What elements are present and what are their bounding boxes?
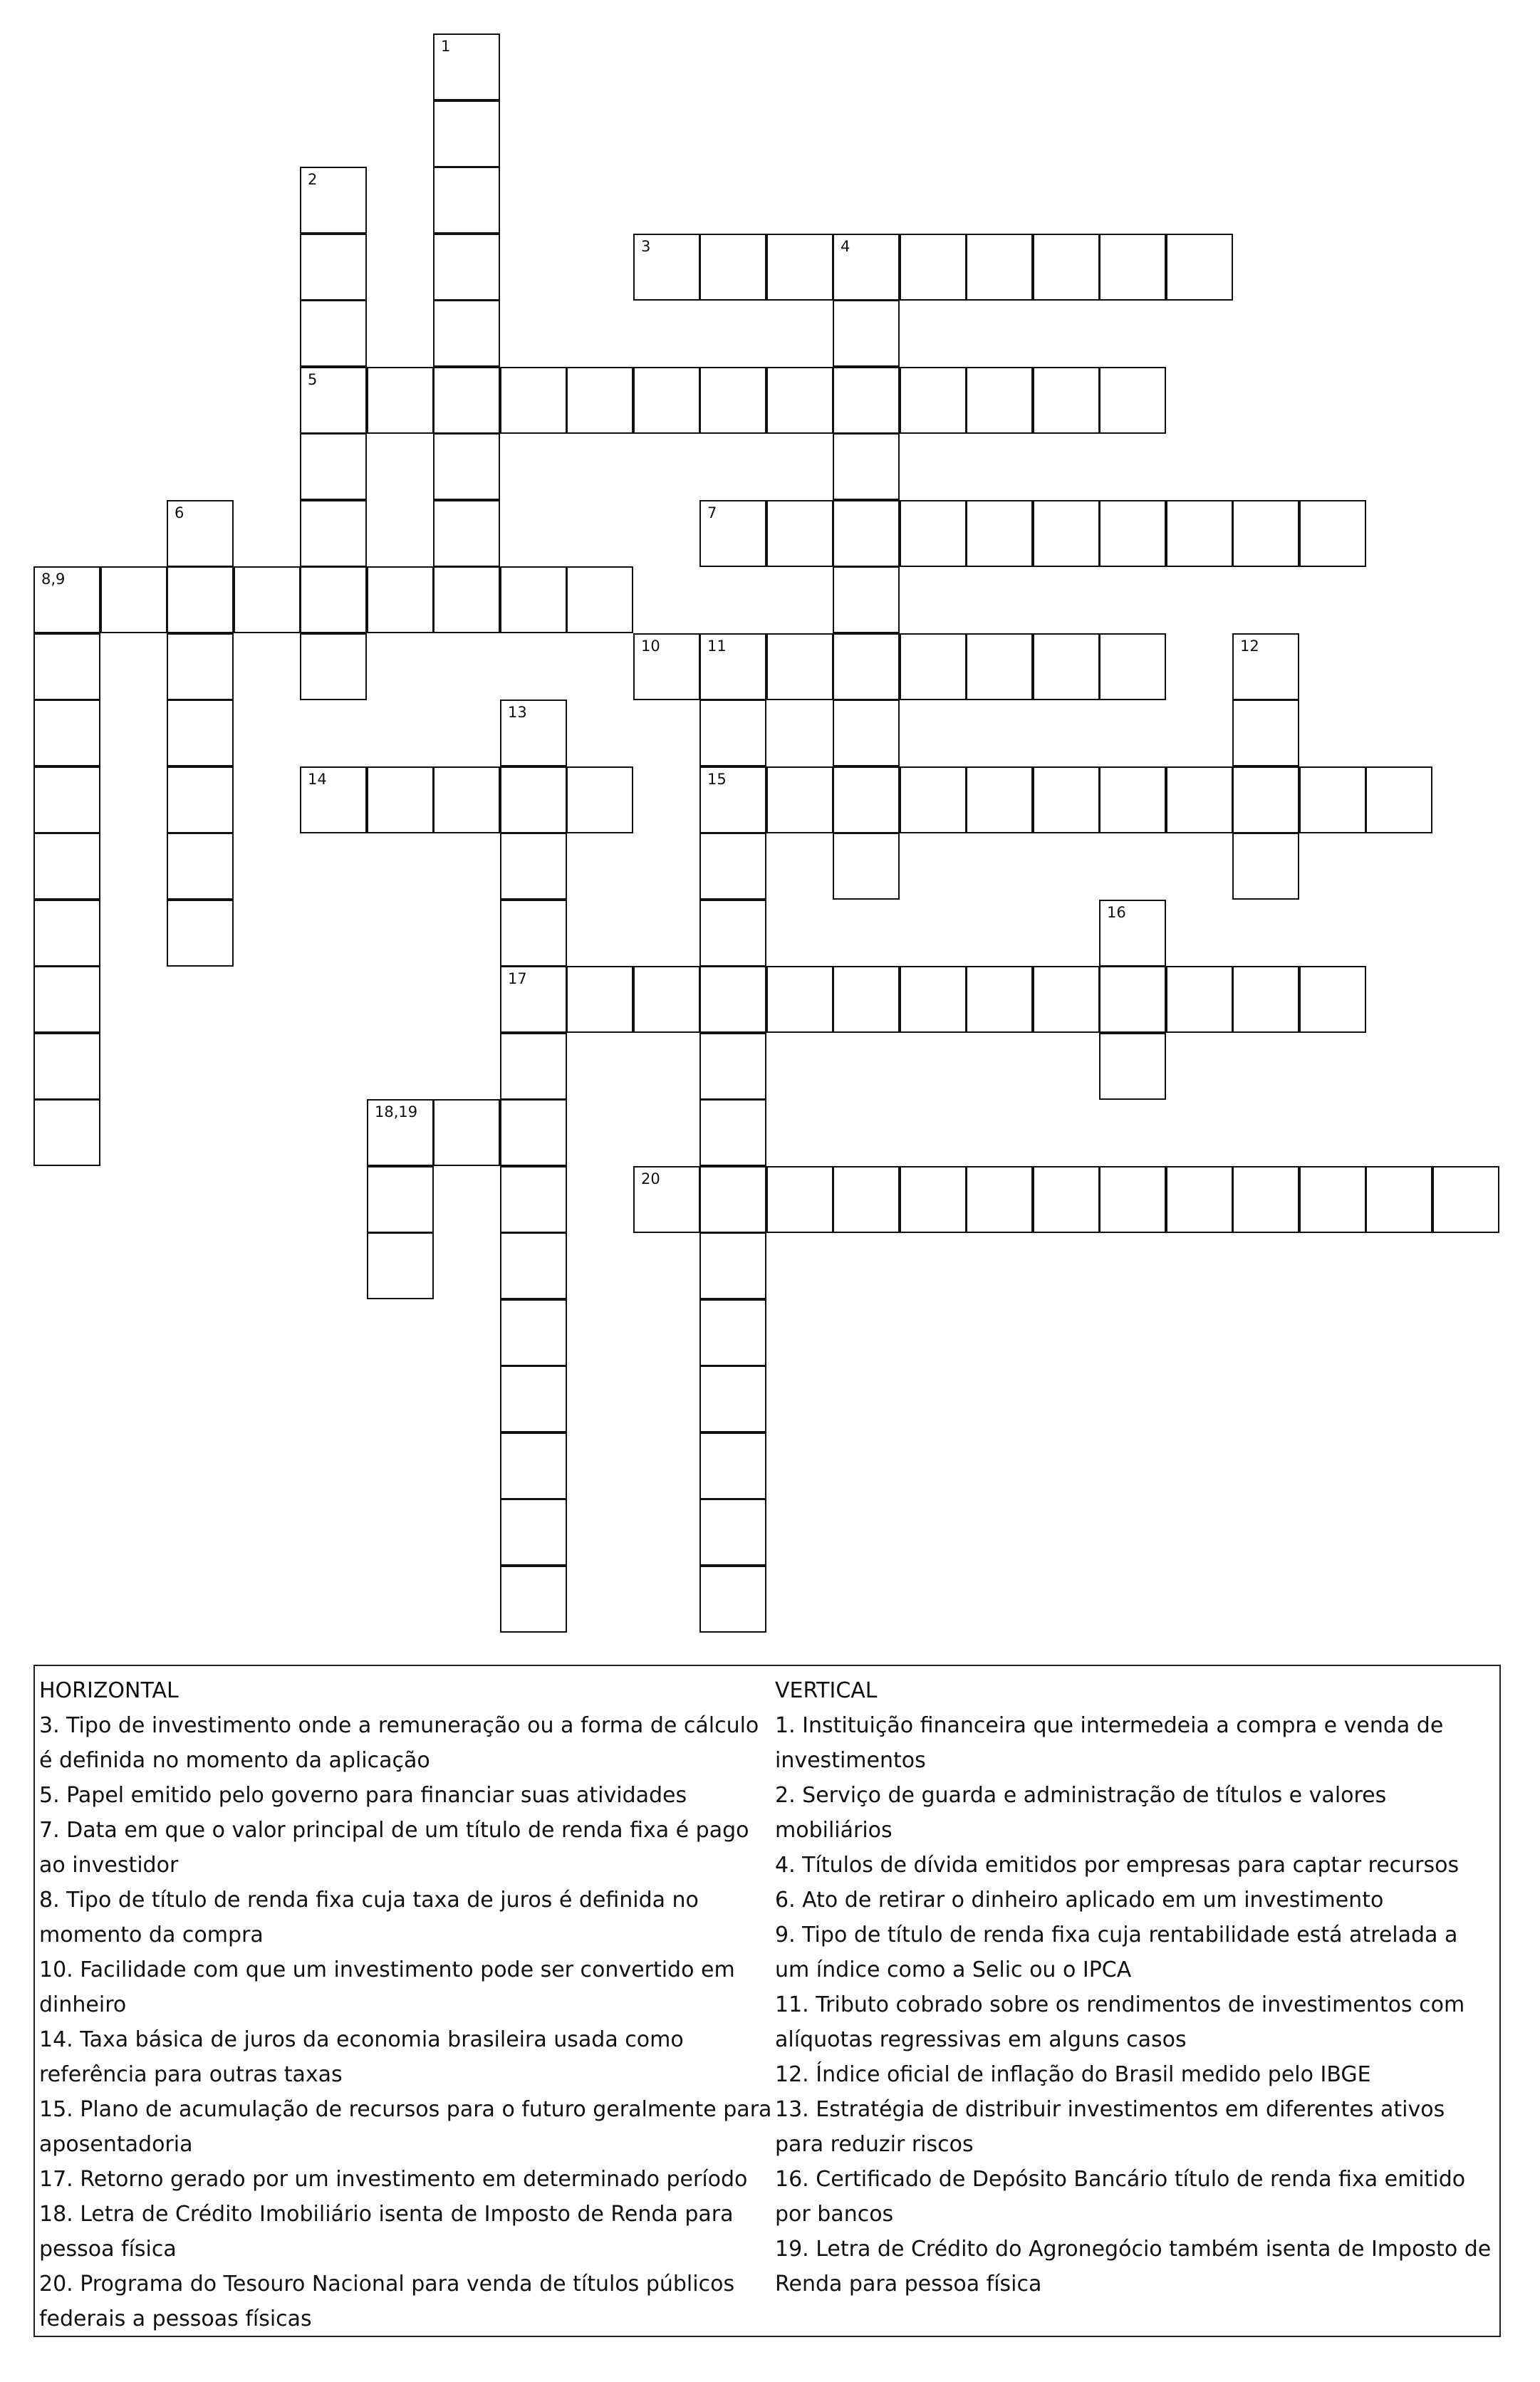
clue-h-20: 20. Programa do Tesouro Nacional para venda de títulos públicos federais a pessoas físicas	[39, 2272, 735, 2331]
grid-cell[interactable]	[433, 766, 500, 833]
grid-cell[interactable]	[367, 766, 434, 833]
grid-cell[interactable]	[900, 500, 967, 567]
clue-v-13: 13. Estratégia de distribuir investimentos em diferentes ativos para reduzir riscos	[775, 2097, 1445, 2157]
grid-cell[interactable]	[1099, 367, 1166, 434]
grid-cell[interactable]	[367, 367, 434, 434]
grid-cell[interactable]	[33, 1099, 100, 1166]
grid-cell[interactable]	[1033, 766, 1100, 833]
grid-cell[interactable]	[766, 966, 833, 1033]
grid-cell[interactable]	[900, 966, 967, 1033]
grid-cell[interactable]	[833, 234, 900, 301]
grid-cell[interactable]	[633, 966, 700, 1033]
grid-cell[interactable]	[1432, 1166, 1499, 1233]
clue-number: 2	[308, 171, 318, 188]
grid-cell[interactable]	[1232, 833, 1299, 900]
clue-number: 14	[308, 771, 327, 788]
grid-cell[interactable]	[699, 900, 766, 967]
clues-box	[33, 1665, 1501, 2337]
grid-cell[interactable]	[766, 367, 833, 434]
grid-cell[interactable]	[167, 900, 234, 967]
clue-h-18: 18. Letra de Crédito Imobiliário isenta de Imposto de Renda para pessoa física	[39, 2202, 734, 2262]
grid-cell[interactable]	[367, 566, 434, 633]
grid-cell[interactable]	[500, 1099, 567, 1166]
grid-cell[interactable]	[1232, 766, 1299, 833]
grid-cell[interactable]	[433, 433, 500, 500]
clue-v-4: 4. Títulos de dívida emitidos por empresas para captar recursos	[775, 1853, 1460, 1878]
grid-cell[interactable]	[167, 833, 234, 900]
grid-cell[interactable]	[367, 1099, 434, 1166]
grid-cell[interactable]	[699, 1232, 766, 1299]
grid-cell[interactable]	[699, 367, 766, 434]
grid-cell[interactable]	[699, 633, 766, 700]
grid-cell[interactable]	[699, 1099, 766, 1166]
grid-cell[interactable]	[566, 367, 633, 434]
grid-cell[interactable]	[966, 766, 1033, 833]
clue-number: 11	[707, 638, 727, 655]
grid-cell[interactable]	[699, 1432, 766, 1499]
grid-cell[interactable]	[1166, 766, 1233, 833]
grid-cell[interactable]	[699, 699, 766, 766]
grid-cell[interactable]	[33, 900, 100, 967]
clue-number: 4	[841, 238, 850, 255]
grid-cell[interactable]	[966, 966, 1033, 1033]
grid-cell[interactable]	[833, 833, 900, 900]
grid-cell[interactable]	[1099, 1033, 1166, 1100]
grid-cell[interactable]	[699, 1566, 766, 1633]
clue-number: 10	[641, 638, 660, 655]
grid-cell[interactable]	[1099, 234, 1166, 301]
clue-h-15: 15. Plano de acumulação de recursos para o futuro geralmente para aposentadoria	[39, 2097, 772, 2157]
grid-cell[interactable]	[500, 966, 567, 1033]
clue-number: 16	[1107, 904, 1126, 921]
grid-cell[interactable]	[300, 566, 367, 633]
grid-cell[interactable]	[167, 766, 234, 833]
grid-cell[interactable]	[433, 167, 500, 234]
grid-cell[interactable]	[1099, 900, 1166, 967]
clue-v-19: 19. Letra de Crédito do Agronegócio também isenta de Imposto de Renda para pessoa física	[775, 2237, 1492, 2297]
grid-cell[interactable]	[699, 766, 766, 833]
clue-number: 5	[308, 371, 318, 388]
grid-cell[interactable]	[1232, 1166, 1299, 1233]
grid-cell[interactable]	[33, 833, 100, 900]
grid-cell[interactable]	[699, 500, 766, 567]
grid-cell[interactable]	[500, 1232, 567, 1299]
grid-cell[interactable]	[500, 566, 567, 633]
grid-cell[interactable]	[633, 1166, 700, 1233]
clue-number: 8,9	[41, 571, 66, 588]
grid-cell[interactable]	[766, 766, 833, 833]
grid-cell[interactable]	[900, 766, 967, 833]
grid-cell[interactable]	[900, 1166, 967, 1233]
grid-cell[interactable]	[167, 699, 234, 766]
grid-cell[interactable]	[833, 966, 900, 1033]
clue-v-1: 1. Instituição financeira que intermedeia a compra e venda de investimentos	[775, 1713, 1444, 1773]
grid-cell[interactable]	[633, 367, 700, 434]
grid-cell[interactable]	[33, 699, 100, 766]
grid-cell[interactable]	[699, 1499, 766, 1566]
vertical-heading: VERTICAL	[775, 1678, 878, 1703]
grid-cell[interactable]	[500, 833, 567, 900]
grid-cell[interactable]	[833, 1166, 900, 1233]
clue-number: 13	[508, 704, 527, 721]
grid-cell[interactable]	[1033, 1166, 1100, 1233]
grid-cell[interactable]	[1299, 500, 1366, 567]
clue-number: 3	[641, 238, 651, 255]
clue-number: 15	[707, 771, 727, 788]
grid-cell[interactable]	[1033, 367, 1100, 434]
grid-cell[interactable]	[1365, 766, 1432, 833]
grid-cell[interactable]	[1232, 699, 1299, 766]
grid-cell[interactable]	[833, 699, 900, 766]
grid-cell[interactable]	[33, 1033, 100, 1100]
grid-cell[interactable]	[699, 1299, 766, 1366]
grid-cell[interactable]	[433, 33, 500, 100]
grid-cell[interactable]	[300, 300, 367, 367]
clue-v-9: 9. Tipo de título de renda fixa cuja rentabilidade está atrelada a um índice como a Selic ou o IPCA	[775, 1923, 1458, 1982]
grid-cell[interactable]	[1099, 633, 1166, 700]
grid-cell[interactable]	[33, 566, 100, 633]
grid-cell[interactable]	[833, 300, 900, 367]
grid-cell[interactable]	[1099, 500, 1166, 567]
grid-cell[interactable]	[1299, 1166, 1366, 1233]
clue-v-12: 12. Índice oficial de inflação do Brasil medido pelo IBGE	[775, 2062, 1371, 2087]
grid-cell[interactable]	[100, 566, 167, 633]
vertical-clues	[775, 1673, 1498, 2302]
grid-cell[interactable]	[633, 234, 700, 301]
grid-cell[interactable]	[1166, 966, 1233, 1033]
grid-cell[interactable]	[1166, 234, 1233, 301]
grid-cell[interactable]	[500, 1499, 567, 1566]
clue-h-10: 10. Facilidade com que um investimento pode ser convertido em dinheiro	[39, 1957, 735, 2017]
grid-cell[interactable]	[500, 367, 567, 434]
grid-cell[interactable]	[1099, 1166, 1166, 1233]
clue-number: 20	[641, 1170, 660, 1187]
grid-cell[interactable]	[833, 766, 900, 833]
grid-cell[interactable]	[234, 566, 301, 633]
grid-cell[interactable]	[433, 300, 500, 367]
horizontal-clues	[39, 1673, 773, 2336]
grid-cell[interactable]	[300, 500, 367, 567]
clue-number: 12	[1240, 638, 1259, 655]
grid-cell[interactable]	[900, 633, 967, 700]
clue-number: 18,19	[375, 1103, 418, 1120]
clue-h-3: 3. Tipo de investimento onde a remuneração ou a forma de cálculo é definida no momento da aplicação	[39, 1713, 759, 1773]
grid-cell[interactable]	[699, 234, 766, 301]
grid-cell[interactable]	[766, 500, 833, 567]
clue-number: 1	[441, 38, 451, 55]
grid-cell[interactable]	[566, 566, 633, 633]
grid-cell[interactable]	[633, 633, 700, 700]
clue-h-17: 17. Retorno gerado por um investimento em determinado período	[39, 2167, 748, 2192]
grid-cell[interactable]	[1099, 766, 1166, 833]
grid-cell[interactable]	[566, 966, 633, 1033]
grid-cell[interactable]	[167, 566, 234, 633]
grid-cell[interactable]	[699, 966, 766, 1033]
grid-cell[interactable]	[699, 833, 766, 900]
grid-cell[interactable]	[33, 966, 100, 1033]
grid-cell[interactable]	[500, 1033, 567, 1100]
clue-number: 6	[175, 504, 184, 521]
clue-h-14: 14. Taxa básica de juros da economia brasileira usada como referência para outras taxas	[39, 2027, 684, 2087]
grid-cell[interactable]	[900, 234, 967, 301]
grid-cell[interactable]	[833, 633, 900, 700]
grid-cell[interactable]	[833, 500, 900, 567]
grid-cell[interactable]	[33, 633, 100, 700]
grid-cell[interactable]	[500, 1432, 567, 1499]
grid-cell[interactable]	[500, 1299, 567, 1366]
grid-cell[interactable]	[699, 1166, 766, 1233]
grid-cell[interactable]	[433, 367, 500, 434]
grid-cell[interactable]	[1033, 966, 1100, 1033]
grid-cell[interactable]	[900, 367, 967, 434]
grid-cell[interactable]	[500, 1166, 567, 1233]
grid-cell[interactable]	[300, 367, 367, 434]
grid-cell[interactable]	[966, 500, 1033, 567]
grid-cell[interactable]	[433, 234, 500, 301]
grid-cell[interactable]	[1033, 633, 1100, 700]
grid-cell[interactable]	[500, 699, 567, 766]
grid-cell[interactable]	[1232, 966, 1299, 1033]
horizontal-heading: HORIZONTAL	[39, 1678, 179, 1703]
grid-cell[interactable]	[1232, 500, 1299, 567]
grid-cell[interactable]	[1166, 1166, 1233, 1233]
clue-v-6: 6. Ato de retirar o dinheiro aplicado em um investimento	[775, 1888, 1384, 1913]
grid-cell[interactable]	[433, 100, 500, 167]
grid-cell[interactable]	[167, 500, 234, 567]
clue-v-16: 16. Certificado de Depósito Bancário título de renda fixa emitido por bancos	[775, 2167, 1466, 2227]
grid-cell[interactable]	[1299, 966, 1366, 1033]
grid-cell[interactable]	[1033, 234, 1100, 301]
grid-cell[interactable]	[1232, 633, 1299, 700]
grid-cell[interactable]	[500, 1566, 567, 1633]
grid-cell[interactable]	[300, 167, 367, 234]
grid-cell[interactable]	[433, 500, 500, 567]
clue-h-7: 7. Data em que o valor principal de um título de renda fixa é pago ao investidor	[39, 1818, 749, 1878]
grid-cell[interactable]	[566, 766, 633, 833]
grid-cell[interactable]	[33, 766, 100, 833]
grid-cell[interactable]	[833, 566, 900, 633]
grid-cell[interactable]	[966, 367, 1033, 434]
grid-cell[interactable]	[1365, 1166, 1432, 1233]
grid-cell[interactable]	[1099, 966, 1166, 1033]
grid-cell[interactable]	[766, 633, 833, 700]
grid-cell[interactable]	[500, 900, 567, 967]
grid-cell[interactable]	[1166, 500, 1233, 567]
grid-cell[interactable]	[966, 1166, 1033, 1233]
grid-cell[interactable]	[966, 633, 1033, 700]
grid-cell[interactable]	[1299, 766, 1366, 833]
grid-cell[interactable]	[699, 1366, 766, 1432]
grid-cell[interactable]	[367, 1166, 434, 1233]
grid-cell[interactable]	[500, 766, 567, 833]
clue-v-11: 11. Tributo cobrado sobre os rendimentos de investimentos com alíquotas regressivas em alguns casos	[775, 1992, 1465, 2052]
clue-h-8: 8. Tipo de título de renda fixa cuja taxa de juros é definida no momento da compra	[39, 1888, 699, 1947]
grid-cell[interactable]	[167, 633, 234, 700]
clue-h-5: 5. Papel emitido pelo governo para financiar suas atividades	[39, 1783, 687, 1808]
clue-v-2: 2. Serviço de guarda e administração de títulos e valores mobiliários	[775, 1783, 1387, 1843]
grid-cell[interactable]	[766, 1166, 833, 1233]
grid-cell[interactable]	[300, 234, 367, 301]
clue-number: 17	[508, 970, 527, 987]
grid-cell[interactable]	[833, 433, 900, 500]
grid-cell[interactable]	[433, 1099, 500, 1166]
grid-cell[interactable]	[833, 367, 900, 434]
clue-number: 7	[707, 504, 717, 521]
grid-cell[interactable]	[766, 234, 833, 301]
grid-cell[interactable]	[367, 1232, 434, 1299]
grid-cell[interactable]	[699, 1033, 766, 1100]
grid-cell[interactable]	[300, 433, 367, 500]
grid-cell[interactable]	[500, 1366, 567, 1432]
grid-cell[interactable]	[300, 633, 367, 700]
grid-cell[interactable]	[300, 766, 367, 833]
grid-cell[interactable]	[433, 566, 500, 633]
grid-cell[interactable]	[966, 234, 1033, 301]
grid-cell[interactable]	[1033, 500, 1100, 567]
